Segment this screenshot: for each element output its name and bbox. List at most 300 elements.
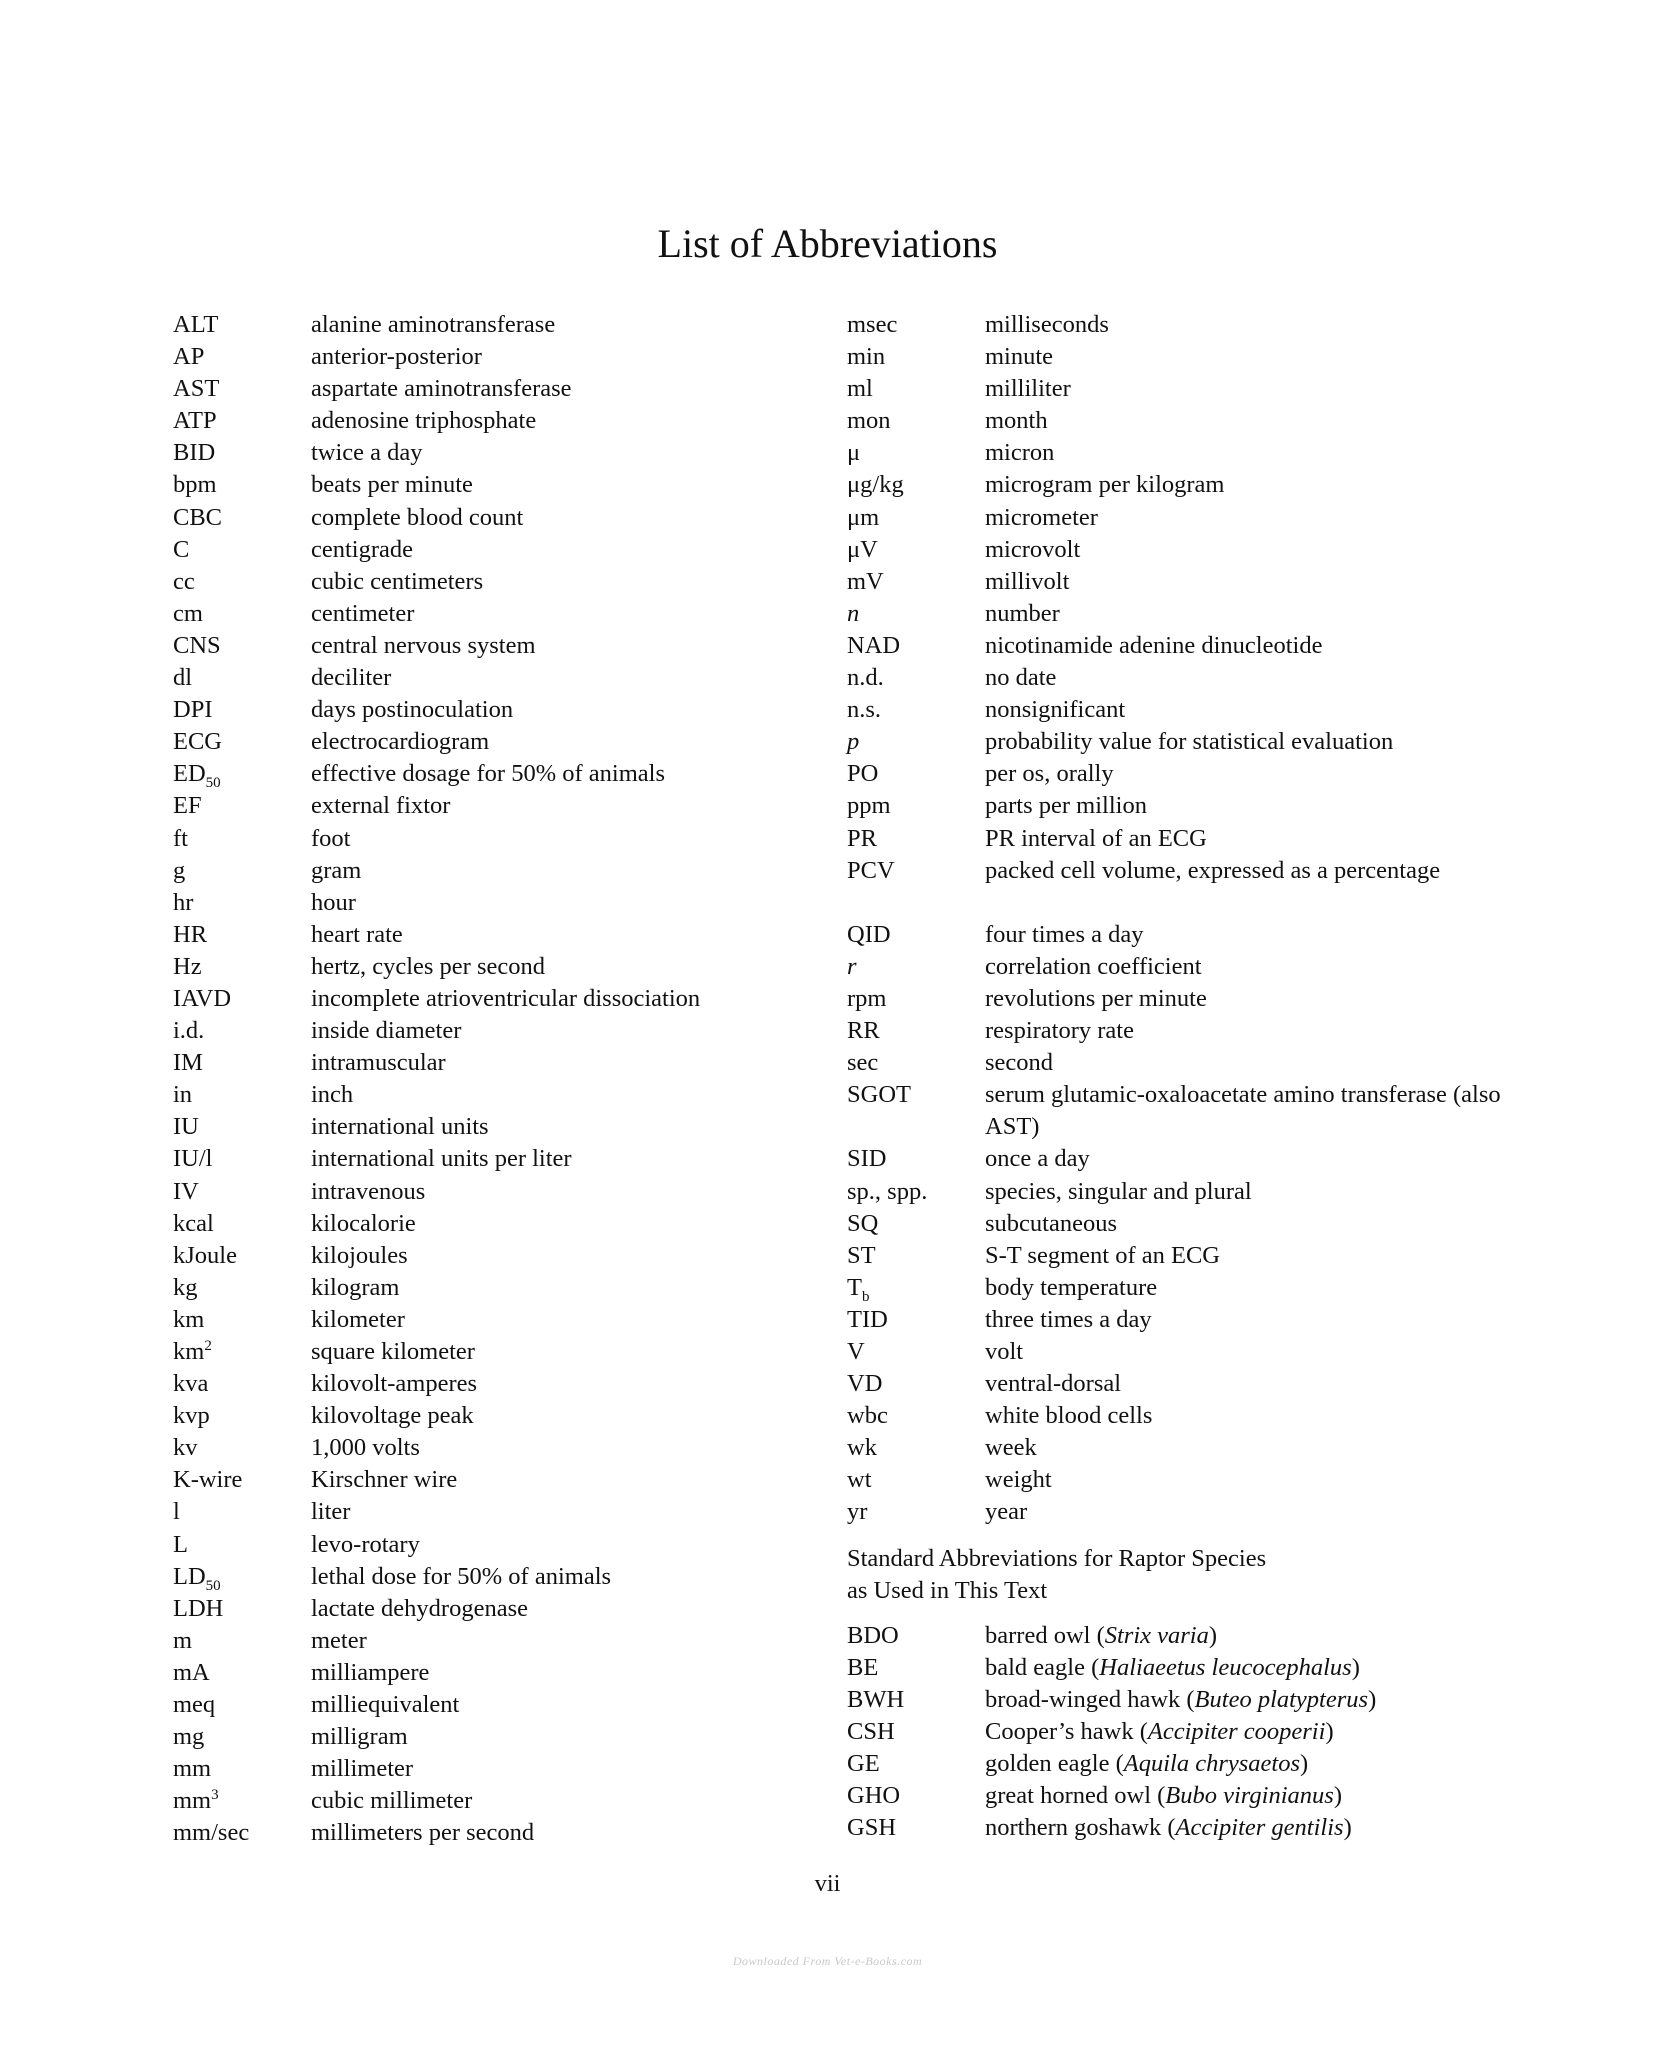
abbreviation-term-text: mm/sec [173,1819,250,1847]
abbreviation-row [847,790,1547,822]
abbreviation-definition: weight [985,1466,1052,1494]
abbreviation-term-text: cc [173,567,195,595]
abbreviation-term [847,405,985,437]
abbreviation-row [173,694,813,726]
abbreviation-definition: aspartate aminotransferase [311,375,572,403]
abbreviation-term [847,1432,985,1464]
abbreviation-term [173,1111,311,1143]
raptor-code: BE [847,1653,879,1681]
abbreviation-definition: lactate dehydrogenase [311,1594,528,1622]
abbreviation-row [173,1785,813,1817]
abbreviation-term-text: ml [847,375,873,403]
abbreviation-definition: centimeter [311,599,415,627]
abbreviation-row [173,341,813,373]
abbreviation-row [173,1561,813,1593]
raptor-row [847,1716,1547,1748]
abbreviation-term-text: μg/kg [847,471,904,499]
abbreviation-term [173,309,311,341]
abbreviation-definition: packed cell volume, expressed as a percentage [985,856,1441,884]
abbreviation-definition: centigrade [311,535,414,563]
abbreviation-term [847,309,985,341]
abbreviation-term-text: mA [173,1658,210,1686]
abbreviation-row [847,919,1547,951]
abbreviation-definition: deciliter [311,664,392,692]
abbreviation-term-text: μV [847,535,878,563]
abbreviation-term [173,1272,311,1304]
abbreviation-term [173,1529,311,1561]
abbreviation-row [173,502,813,534]
abbreviation-term-text: K-wire [173,1466,243,1494]
abbreviation-term-text: kvp [173,1402,210,1430]
abbreviation-row [847,341,1547,373]
abbreviation-definition: milliliter [985,375,1071,403]
raptor-section-heading [847,1543,1547,1607]
abbreviation-term [173,405,311,437]
abbreviation-term [847,598,985,630]
abbreviation-row [173,1047,813,1079]
raptor-scientific-name: Aquila chrysaetos [1123,1750,1301,1778]
abbreviation-definition: days postinoculation [311,696,514,724]
abbreviation-row [847,1304,1547,1336]
abbreviation-definition: respiratory rate [985,1017,1134,1045]
abbreviation-term-text: n.s. [847,696,882,724]
abbreviation-term [847,1176,985,1208]
abbreviation-term [173,598,311,630]
abbreviation-definition: heart rate [311,920,403,948]
abbreviation-term [173,469,311,501]
abbreviation-term [173,1304,311,1336]
abbreviation-term-text: p [847,728,860,756]
watermark: Downloaded From Vet-e-Books.com [732,1954,923,1968]
abbreviation-term-text: kJoule [173,1241,237,1269]
abbreviation-term-text: hr [173,888,194,916]
raptor-scientific-name: Accipiter gentilis [1175,1814,1344,1842]
abbreviation-definition: anterior-posterior [311,343,482,371]
abbreviation-term [847,630,985,662]
abbreviation-definition: kilovolt-amperes [311,1370,478,1398]
raptor-row [847,1748,1547,1780]
abbreviation-term [847,694,985,726]
raptor-close-paren: ) [1300,1750,1309,1778]
abbreviation-term [847,1368,985,1400]
abbreviation-definition: hour [311,888,356,916]
abbreviation-term-text: SID [847,1145,887,1173]
abbreviation-row [173,1657,813,1689]
abbreviation-term [847,534,985,566]
raptor-close-paren: ) [1325,1718,1334,1746]
abbreviation-term-text: sp., spp. [847,1177,928,1205]
abbreviation-term [173,1015,311,1047]
abbreviation-term-text: mm [173,1755,212,1783]
abbreviation-row [847,1400,1547,1432]
raptor-species [985,1780,1547,1812]
abbreviation-row [847,1079,1547,1143]
abbreviation-term-text: cm [173,599,203,627]
abbreviation-term-text: wt [847,1466,872,1494]
abbreviation-row [847,1176,1547,1208]
abbreviation-list-left [173,309,813,1850]
abbreviation-term [847,1047,985,1079]
abbreviation-term [847,1240,985,1272]
abbreviation-row [173,1400,813,1432]
abbreviation-definition: inside diameter [311,1017,462,1045]
abbreviation-definition: once a day [985,1145,1090,1173]
abbreviation-term [847,566,985,598]
abbreviation-row [847,534,1547,566]
abbreviation-definition: adenosine triphosphate [311,407,537,435]
abbreviation-row [173,1208,813,1240]
abbreviation-definition: twice a day [311,439,423,467]
abbreviation-term [173,341,311,373]
raptor-scientific-name: Accipiter cooperii [1147,1718,1326,1746]
abbreviation-definition: kilovoltage peak [311,1402,474,1430]
abbreviation-definition: nonsignificant [985,696,1126,724]
abbreviation-term [173,1496,311,1528]
abbreviation-term-text: SQ [847,1209,879,1237]
abbreviation-row [173,1176,813,1208]
abbreviation-row [847,309,1547,341]
abbreviation-term-text: ATP [173,407,217,435]
abbreviation-definition: minute [985,343,1054,371]
abbreviation-row [173,1753,813,1785]
abbreviation-definition: external fixtor [311,792,451,820]
abbreviation-term-text: dl [173,664,193,692]
abbreviation-term [173,726,311,758]
abbreviation-term [173,1240,311,1272]
raptor-common-name: broad-winged hawk ( [985,1685,1195,1713]
abbreviation-term [847,1143,985,1175]
abbreviation-list-right [847,309,1547,1844]
abbreviation-term [847,726,985,758]
abbreviation-term-text: wbc [847,1402,888,1430]
abbreviation-row [173,598,813,630]
abbreviation-term-text: IU/l [173,1145,213,1173]
raptor-close-paren: ) [1368,1685,1377,1713]
raptor-row [847,1684,1547,1716]
abbreviation-term-text: wk [847,1434,877,1462]
raptor-species [985,1716,1547,1748]
abbreviation-definition: millimeters per second [311,1819,535,1847]
abbreviation-row [173,1015,813,1047]
abbreviation-term [847,1208,985,1240]
abbreviation-definition: complete blood count [311,503,524,531]
abbreviation-term-text: mm [173,1787,212,1815]
abbreviation-term [173,790,311,822]
abbreviation-term-text: NAD [847,631,901,659]
abbreviation-definition: parts per million [985,792,1147,820]
abbreviation-term-text: AP [173,343,205,371]
raptor-common-name: northern goshawk ( [985,1814,1176,1842]
abbreviation-term [173,1079,311,1111]
abbreviation-definition: nicotinamide adenine dinucleotide [985,631,1323,659]
abbreviation-definition: microvolt [985,535,1081,563]
raptor-species [985,1620,1547,1652]
abbreviation-row [173,630,813,662]
abbreviation-row [173,1496,813,1528]
abbreviation-definition: international units per liter [311,1145,572,1173]
abbreviation-row [847,405,1547,437]
abbreviation-term-text: km [173,1305,205,1333]
raptor-scientific-name: Bubo virginianus [1165,1782,1334,1810]
abbreviation-term [173,1143,311,1175]
abbreviation-term-text: msec [847,311,898,338]
abbreviation-term-text: PO [847,760,879,788]
abbreviation-row [847,598,1547,630]
abbreviation-term-text: LD [173,1562,206,1590]
raptor-common-name: Cooper’s hawk ( [985,1718,1148,1746]
abbreviation-definition: international units [311,1113,489,1141]
abbreviation-term [173,1657,311,1689]
abbreviation-term [173,855,311,887]
abbreviation-term-text: r [847,952,857,980]
abbreviation-term [173,534,311,566]
abbreviation-row [847,694,1547,726]
abbreviation-definition: kilometer [311,1305,405,1333]
abbreviation-term-text: n.d. [847,664,884,692]
abbreviation-row [847,502,1547,534]
raptor-code: BWH [847,1685,905,1713]
abbreviation-term [173,1625,311,1657]
abbreviation-definition: second [985,1049,1054,1077]
abbreviation-term [847,1015,985,1047]
abbreviation-term [173,1817,311,1849]
abbreviation-definition: species, singular and plural [985,1177,1252,1205]
abbreviation-row [173,1111,813,1143]
abbreviation-definition: Kirschner wire [311,1466,458,1494]
abbreviation-term-text: TID [847,1305,888,1333]
abbreviation-term-text: LDH [173,1594,224,1622]
abbreviation-row [847,1208,1547,1240]
abbreviation-term-text: kva [173,1370,209,1398]
abbreviation-term-text: g [173,856,186,884]
abbreviation-row [173,1304,813,1336]
abbreviation-definition: lethal dose for 50% of animals [311,1562,612,1590]
abbreviation-definition: kilojoules [311,1241,408,1269]
abbreviation-term [847,855,985,919]
abbreviation-term-text: V [847,1338,865,1365]
abbreviation-row [173,662,813,694]
abbreviation-definition: millimeter [311,1755,414,1783]
raptor-close-paren: ) [1208,1621,1218,1649]
abbreviation-row [173,758,813,790]
abbreviation-definition: correlation coefficient [985,952,1202,980]
abbreviation-definition: kilocalorie [311,1209,416,1237]
abbreviation-definition: intravenous [311,1177,426,1205]
abbreviation-row [173,373,813,405]
abbreviation-definition: square kilometer [311,1338,475,1365]
raptor-species [985,1748,1547,1780]
raptor-common-name: great horned owl ( [985,1782,1166,1810]
abbreviation-term [173,566,311,598]
abbreviation-term [847,1336,985,1368]
abbreviation-definition: body temperature [985,1273,1158,1301]
abbreviation-term [173,1721,311,1753]
abbreviation-term-text: rpm [847,984,887,1012]
abbreviation-term-text: ST [847,1241,876,1269]
raptor-row [847,1652,1547,1684]
abbreviation-term [173,1208,311,1240]
abbreviation-definition: beats per minute [311,471,473,499]
abbreviation-term-text: AST [173,375,220,403]
raptor-row [847,1620,1547,1652]
abbreviation-definition: per os, orally [985,760,1114,788]
abbreviation-definition: meter [311,1626,367,1654]
abbreviation-term-text: μ [847,439,861,467]
abbreviation-term-text: kv [173,1434,198,1462]
abbreviation-row [847,1368,1547,1400]
abbreviation-term-text: EF [173,792,202,820]
abbreviation-row [847,823,1547,855]
abbreviation-row [173,566,813,598]
abbreviation-definition: hertz, cycles per second [311,952,545,980]
abbreviation-term [173,1464,311,1496]
abbreviation-definition: serum glutamic-oxaloacetate amino transferase (also AST) [985,1081,1501,1141]
abbreviation-row [847,566,1547,598]
abbreviation-term-text: BID [173,439,216,467]
abbreviation-definition: PR interval of an ECG [985,824,1207,852]
abbreviation-row [173,309,813,341]
page-title: List of Abbreviations [657,221,998,266]
abbreviation-term [173,1047,311,1079]
abbreviation-row [847,1464,1547,1496]
raptor-heading-line-2: as Used in This Text [847,1576,1048,1604]
abbreviation-term [173,1176,311,1208]
abbreviation-term [173,887,311,919]
abbreviation-term [173,1368,311,1400]
abbreviation-row [173,951,813,983]
abbreviation-definition: milliequivalent [311,1691,460,1719]
abbreviation-row [173,790,813,822]
abbreviation-definition: four times a day [985,920,1144,948]
abbreviation-row [173,1240,813,1272]
abbreviation-term [173,1785,311,1817]
abbreviation-row [847,1336,1547,1368]
abbreviation-row [173,1721,813,1753]
raptor-heading-line-1: Standard Abbreviations for Raptor Species [847,1544,1267,1572]
abbreviation-term [847,662,985,694]
abbreviation-list-right-general [847,309,1547,1529]
abbreviation-row [173,1625,813,1657]
abbreviation-term [847,437,985,469]
abbreviation-term [173,1689,311,1721]
abbreviation-row [847,1047,1547,1079]
abbreviation-subscript: 50 [205,775,221,792]
abbreviation-term-text: mg [173,1723,205,1751]
abbreviation-term-text: kcal [173,1209,214,1237]
abbreviation-term [847,502,985,534]
abbreviation-term [173,1753,311,1785]
abbreviation-term [173,1400,311,1432]
abbreviation-term-text: m [173,1626,193,1654]
abbreviation-definition: subcutaneous [985,1209,1117,1237]
abbreviation-term [173,694,311,726]
abbreviation-definition: week [985,1434,1037,1462]
abbreviation-term-text: in [173,1081,193,1109]
raptor-code: BDO [847,1621,899,1649]
raptor-code: GHO [847,1782,901,1810]
abbreviation-term-text: QID [847,920,891,948]
abbreviation-term-text: DPI [173,696,213,724]
abbreviation-term-text: ft [173,824,188,852]
abbreviation-term [173,437,311,469]
abbreviation-term [847,790,985,822]
abbreviation-definition: milliseconds [985,311,1109,338]
raptor-row [847,1780,1547,1812]
abbreviation-term-text: Hz [173,952,202,980]
abbreviation-term-text: IM [173,1049,203,1077]
abbreviation-row [847,1240,1547,1272]
abbreviation-row [173,1432,813,1464]
raptor-row [847,1812,1547,1844]
abbreviation-term-text: ppm [847,792,891,820]
abbreviation-term [173,502,311,534]
abbreviation-term [173,951,311,983]
abbreviation-term [173,1432,311,1464]
abbreviation-term [847,919,985,951]
abbreviation-row [173,887,813,919]
abbreviation-term [847,1400,985,1432]
raptor-common-name: bald eagle ( [985,1653,1100,1681]
abbreviation-term-text: n [847,599,860,627]
abbreviation-term-text: SGOT [847,1081,911,1109]
abbreviation-term-text: CBC [173,503,223,531]
raptor-code: GSH [847,1814,897,1842]
raptor-scientific-name: Strix varia [1104,1621,1209,1649]
abbreviation-term [847,823,985,855]
abbreviation-row [847,1143,1547,1175]
abbreviation-definition: cubic centimeters [311,567,484,595]
abbreviation-row [847,951,1547,983]
abbreviation-definition: 1,000 volts [311,1434,420,1462]
abbreviation-definition: volt [985,1338,1024,1365]
abbreviation-row [173,437,813,469]
abbreviation-term [173,1561,311,1593]
abbreviation-definition: millivolt [985,567,1070,595]
abbreviation-term [173,823,311,855]
abbreviation-term [847,1464,985,1496]
abbreviation-definition: cubic millimeter [311,1787,473,1815]
abbreviation-row [173,1272,813,1304]
abbreviation-term [173,1593,311,1625]
abbreviation-superscript: 2 [204,1337,212,1354]
raptor-species [985,1652,1547,1684]
abbreviation-definition: number [985,599,1060,627]
abbreviation-term [173,662,311,694]
abbreviation-row [173,1529,813,1561]
raptor-scientific-name: Haliaeetus leucocephalus [1099,1653,1352,1681]
abbreviation-row [847,726,1547,758]
abbreviation-definition: kilogram [311,1273,400,1301]
abbreviation-definition: S-T segment of an ECG [985,1241,1220,1269]
abbreviation-term-text: l [173,1498,180,1526]
abbreviation-definition: levo-rotary [311,1530,420,1558]
abbreviation-term [173,630,311,662]
abbreviation-definition: central nervous system [311,631,536,659]
abbreviation-row [173,1689,813,1721]
abbreviation-definition: alanine aminotransferase [311,311,556,338]
abbreviation-term-text: mV [847,567,884,595]
abbreviation-row [173,1817,813,1849]
abbreviation-definition: electrocardiogram [311,728,490,756]
abbreviation-term-text: μm [847,503,880,531]
abbreviation-row [847,1496,1547,1528]
abbreviation-row [847,469,1547,501]
raptor-code: GE [847,1750,880,1778]
abbreviation-row [173,1464,813,1496]
abbreviation-subscript: 50 [205,1577,221,1594]
raptor-common-name: barred owl ( [985,1621,1105,1649]
raptor-species [985,1812,1547,1844]
